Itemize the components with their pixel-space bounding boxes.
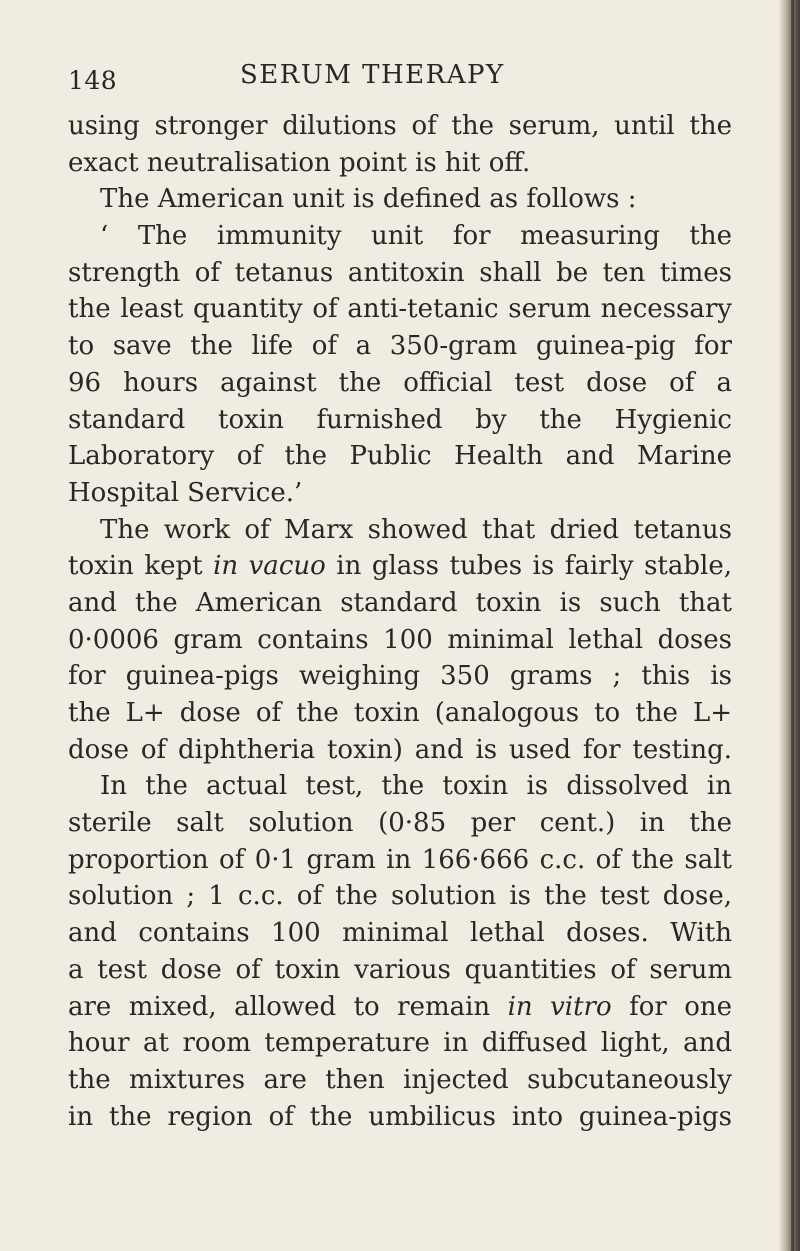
page-number: 148: [68, 66, 118, 95]
text-line: exact neutralisation point is hit off.: [68, 147, 531, 178]
text-line: [68, 989, 732, 1026]
text-line: 0·0006 gram contains 100 minimal lethal doses: [68, 624, 732, 655]
italic-phrase: in vitro: [507, 991, 612, 1022]
text-line: strength of tetanus antitoxin shall be ten times: [68, 257, 732, 288]
text-line: in the region of the umbilicus into guinea-pigs: [68, 1101, 732, 1132]
text-line: Hospital Service.’: [68, 477, 303, 508]
text-segment: are mixed, allowed to remain: [68, 991, 508, 1022]
text-line: In the actual test, the toxin is dissolved in: [100, 771, 732, 802]
text-line: ‘ The immunity unit for measuring the: [100, 221, 732, 252]
text-line: the L+ dose of the toxin (analogous to the L+: [68, 698, 732, 728]
text-line: hour at room temperature in diffused light, and: [68, 1028, 732, 1059]
text-line: solution ; 1 c.c. of the solution is the test dose,: [68, 881, 732, 912]
italic-phrase: in vacuo: [213, 551, 326, 582]
text-line: The American unit is defined as follows :: [100, 184, 637, 215]
text-line: The work of Marx showed that dried tetanus: [100, 514, 732, 545]
text-line: using stronger dilutions of the serum, until the: [68, 111, 732, 141]
text-line: the mixtures are then injected subcutaneously: [68, 1064, 732, 1095]
text-line: a test dose of toxin various quantities of serum: [68, 954, 732, 985]
running-head: [68, 60, 768, 95]
text-line: standard toxin furnished by the Hygienic: [68, 404, 732, 435]
text-line: 96 hours against the official test dose of a: [68, 367, 732, 398]
text-line: and contains 100 minimal lethal doses. With: [68, 918, 732, 949]
text-line: to save the life of a 350-gram guinea-pig for: [68, 331, 732, 362]
text-line: for guinea-pigs weighing 350 grams ; this is: [68, 661, 732, 692]
page-binding-edge: [778, 0, 800, 1251]
text-line: [68, 548, 732, 585]
text-segment: for one: [611, 991, 732, 1022]
body-text: [68, 108, 732, 1135]
text-line: the least quantity of anti-tetanic serum necessary: [68, 294, 732, 325]
text-line: and the American standard toxin is such that: [68, 587, 732, 618]
text-line: dose of diphtheria toxin) and is used for testing.: [68, 734, 732, 765]
text-segment: in glass tubes is fairly stable,: [325, 551, 732, 582]
text-line: proportion of 0·1 gram in 166·666 c.c. of the salt: [68, 844, 732, 875]
running-title: SERUM THERAPY: [240, 60, 505, 90]
text-segment: toxin kept: [68, 551, 214, 582]
text-line: Laboratory of the Public Health and Marine: [68, 441, 732, 472]
text-line: sterile salt solution (0·85 per cent.) in the: [68, 808, 732, 839]
